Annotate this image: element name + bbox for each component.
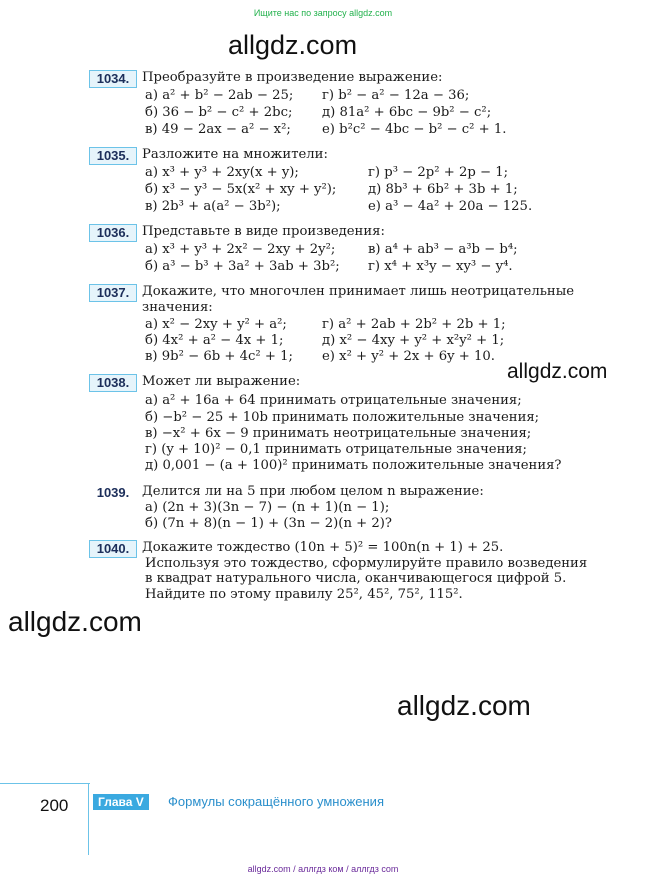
problem-item: д) 8b³ + 6b² + 3b + 1;: [368, 182, 518, 197]
site-watermark: allgdz.com: [8, 606, 142, 637]
problem-question: Разложите на множители:: [142, 147, 328, 162]
problem-item: б) x³ − y³ − 5x(x² + xy + y²);: [145, 182, 337, 197]
problem-item: а) x² − 2xy + y² + a²;: [145, 317, 287, 332]
problem-item: в) 49 − 2ax − a² − x²;: [145, 122, 291, 137]
problem-item: д) 81a² + 6bc − 9b² − c²;: [322, 105, 492, 120]
problem-item: Найдите по этому правилу 25², 45², 75², 115².: [145, 587, 463, 602]
problem-number: 1038.: [89, 374, 137, 392]
problem-item: а) x³ + y³ + 2xy(x + y);: [145, 165, 299, 180]
chapter-badge: Глава V: [93, 794, 149, 810]
problem-item: е) a³ − 4a² + 20a − 125.: [368, 199, 533, 214]
problem-item: г) b² − a² − 12a − 36;: [322, 88, 470, 103]
problem-question: значения:: [142, 300, 213, 315]
problem-item: Используя это тождество, сформулируйте правило возведения: [145, 556, 588, 571]
problem-item: а) (2n + 3)(3n − 7) − (n + 1)(n − 1);: [145, 500, 390, 515]
problem-question: Делится ли на 5 при любом целом n выражение:: [142, 484, 484, 499]
problem-item: б) (7n + 8)(n − 1) + (3n − 2)(n + 2)?: [145, 516, 392, 531]
problem-number: 1040.: [89, 540, 137, 558]
problem-question: Докажите тождество (10n + 5)² = 100n(n + 1) + 25.: [142, 540, 504, 555]
problem-item: б) a³ − b³ + 3a² + 3ab + 3b²;: [145, 259, 340, 274]
problem-item: а) x³ + y³ + 2x² − 2xy + 2y²;: [145, 242, 336, 257]
chapter-title: Формулы сокращённого умножения: [168, 794, 384, 809]
problem-item: в) −x² + 6x − 9 принимать неотрицательные значения;: [145, 426, 532, 441]
problem-item: г) (y + 10)² − 0,1 принимать отрицательные значения;: [145, 442, 527, 457]
problem-number: 1034.: [89, 70, 137, 88]
site-watermark: allgdz.com: [228, 30, 358, 60]
problem-item: д) x² − 4xy + y² + x²y² + 1;: [322, 333, 505, 348]
problem-item: в) 9b² − 6b + 4c² + 1;: [145, 349, 293, 364]
problem-number: 1039.: [96, 485, 130, 500]
problem-item: в) 2b³ + a(a² − 3b²);: [145, 199, 281, 214]
problem-item: е) x² + y² + 2x + 6y + 10.: [322, 349, 495, 364]
problem-item: б) −b² − 25 + 10b принимать положительные значения;: [145, 410, 540, 425]
problem-number: 1036.: [89, 224, 137, 242]
site-watermark: allgdz.com: [397, 690, 531, 721]
footer-vertical-divider: [88, 783, 89, 855]
problem-item: а) a² + 16a + 64 принимать отрицательные значения;: [145, 393, 522, 408]
site-watermark: allgdz.com: [507, 360, 608, 383]
problem-item: б) 36 − b² − c² + 2bc;: [145, 105, 293, 120]
problem-item: е) b²c² − 4bc − b² − c² + 1.: [322, 122, 507, 137]
problem-item: г) a² + 2ab + 2b² + 2b + 1;: [322, 317, 506, 332]
problem-question: Докажите, что многочлен принимает лишь неотрицательные: [142, 284, 574, 299]
top-watermark: Ищите нас по запросу allgdz.com: [253, 8, 393, 18]
footer-divider: [0, 783, 90, 784]
problem-number: 1035.: [89, 147, 137, 165]
bottom-watermark: allgdz.com / аллгдз ком / аллгдз com: [247, 864, 399, 874]
problem-item: д) 0,001 − (a + 100)² принимать положительные значения?: [145, 458, 562, 473]
problem-item: г) x⁴ + x³y − xy³ − y⁴.: [368, 259, 513, 274]
problem-item: в квадрат натурального числа, оканчивающегося цифрой 5.: [145, 571, 567, 586]
page-number: 200: [40, 796, 69, 815]
problem-question: Представьте в виде произведения:: [142, 224, 385, 239]
problem-item: г) p³ − 2p² + 2p − 1;: [368, 165, 509, 180]
problem-item: а) a² + b² − 2ab − 25;: [145, 88, 294, 103]
problem-item: в) a⁴ + ab³ − a³b − b⁴;: [368, 242, 518, 257]
problem-item: б) 4x² + a² − 4x + 1;: [145, 333, 284, 348]
problem-question: Может ли выражение:: [142, 374, 301, 389]
problem-number: 1037.: [89, 284, 137, 302]
problem-question: Преобразуйте в произведение выражение:: [142, 70, 443, 85]
